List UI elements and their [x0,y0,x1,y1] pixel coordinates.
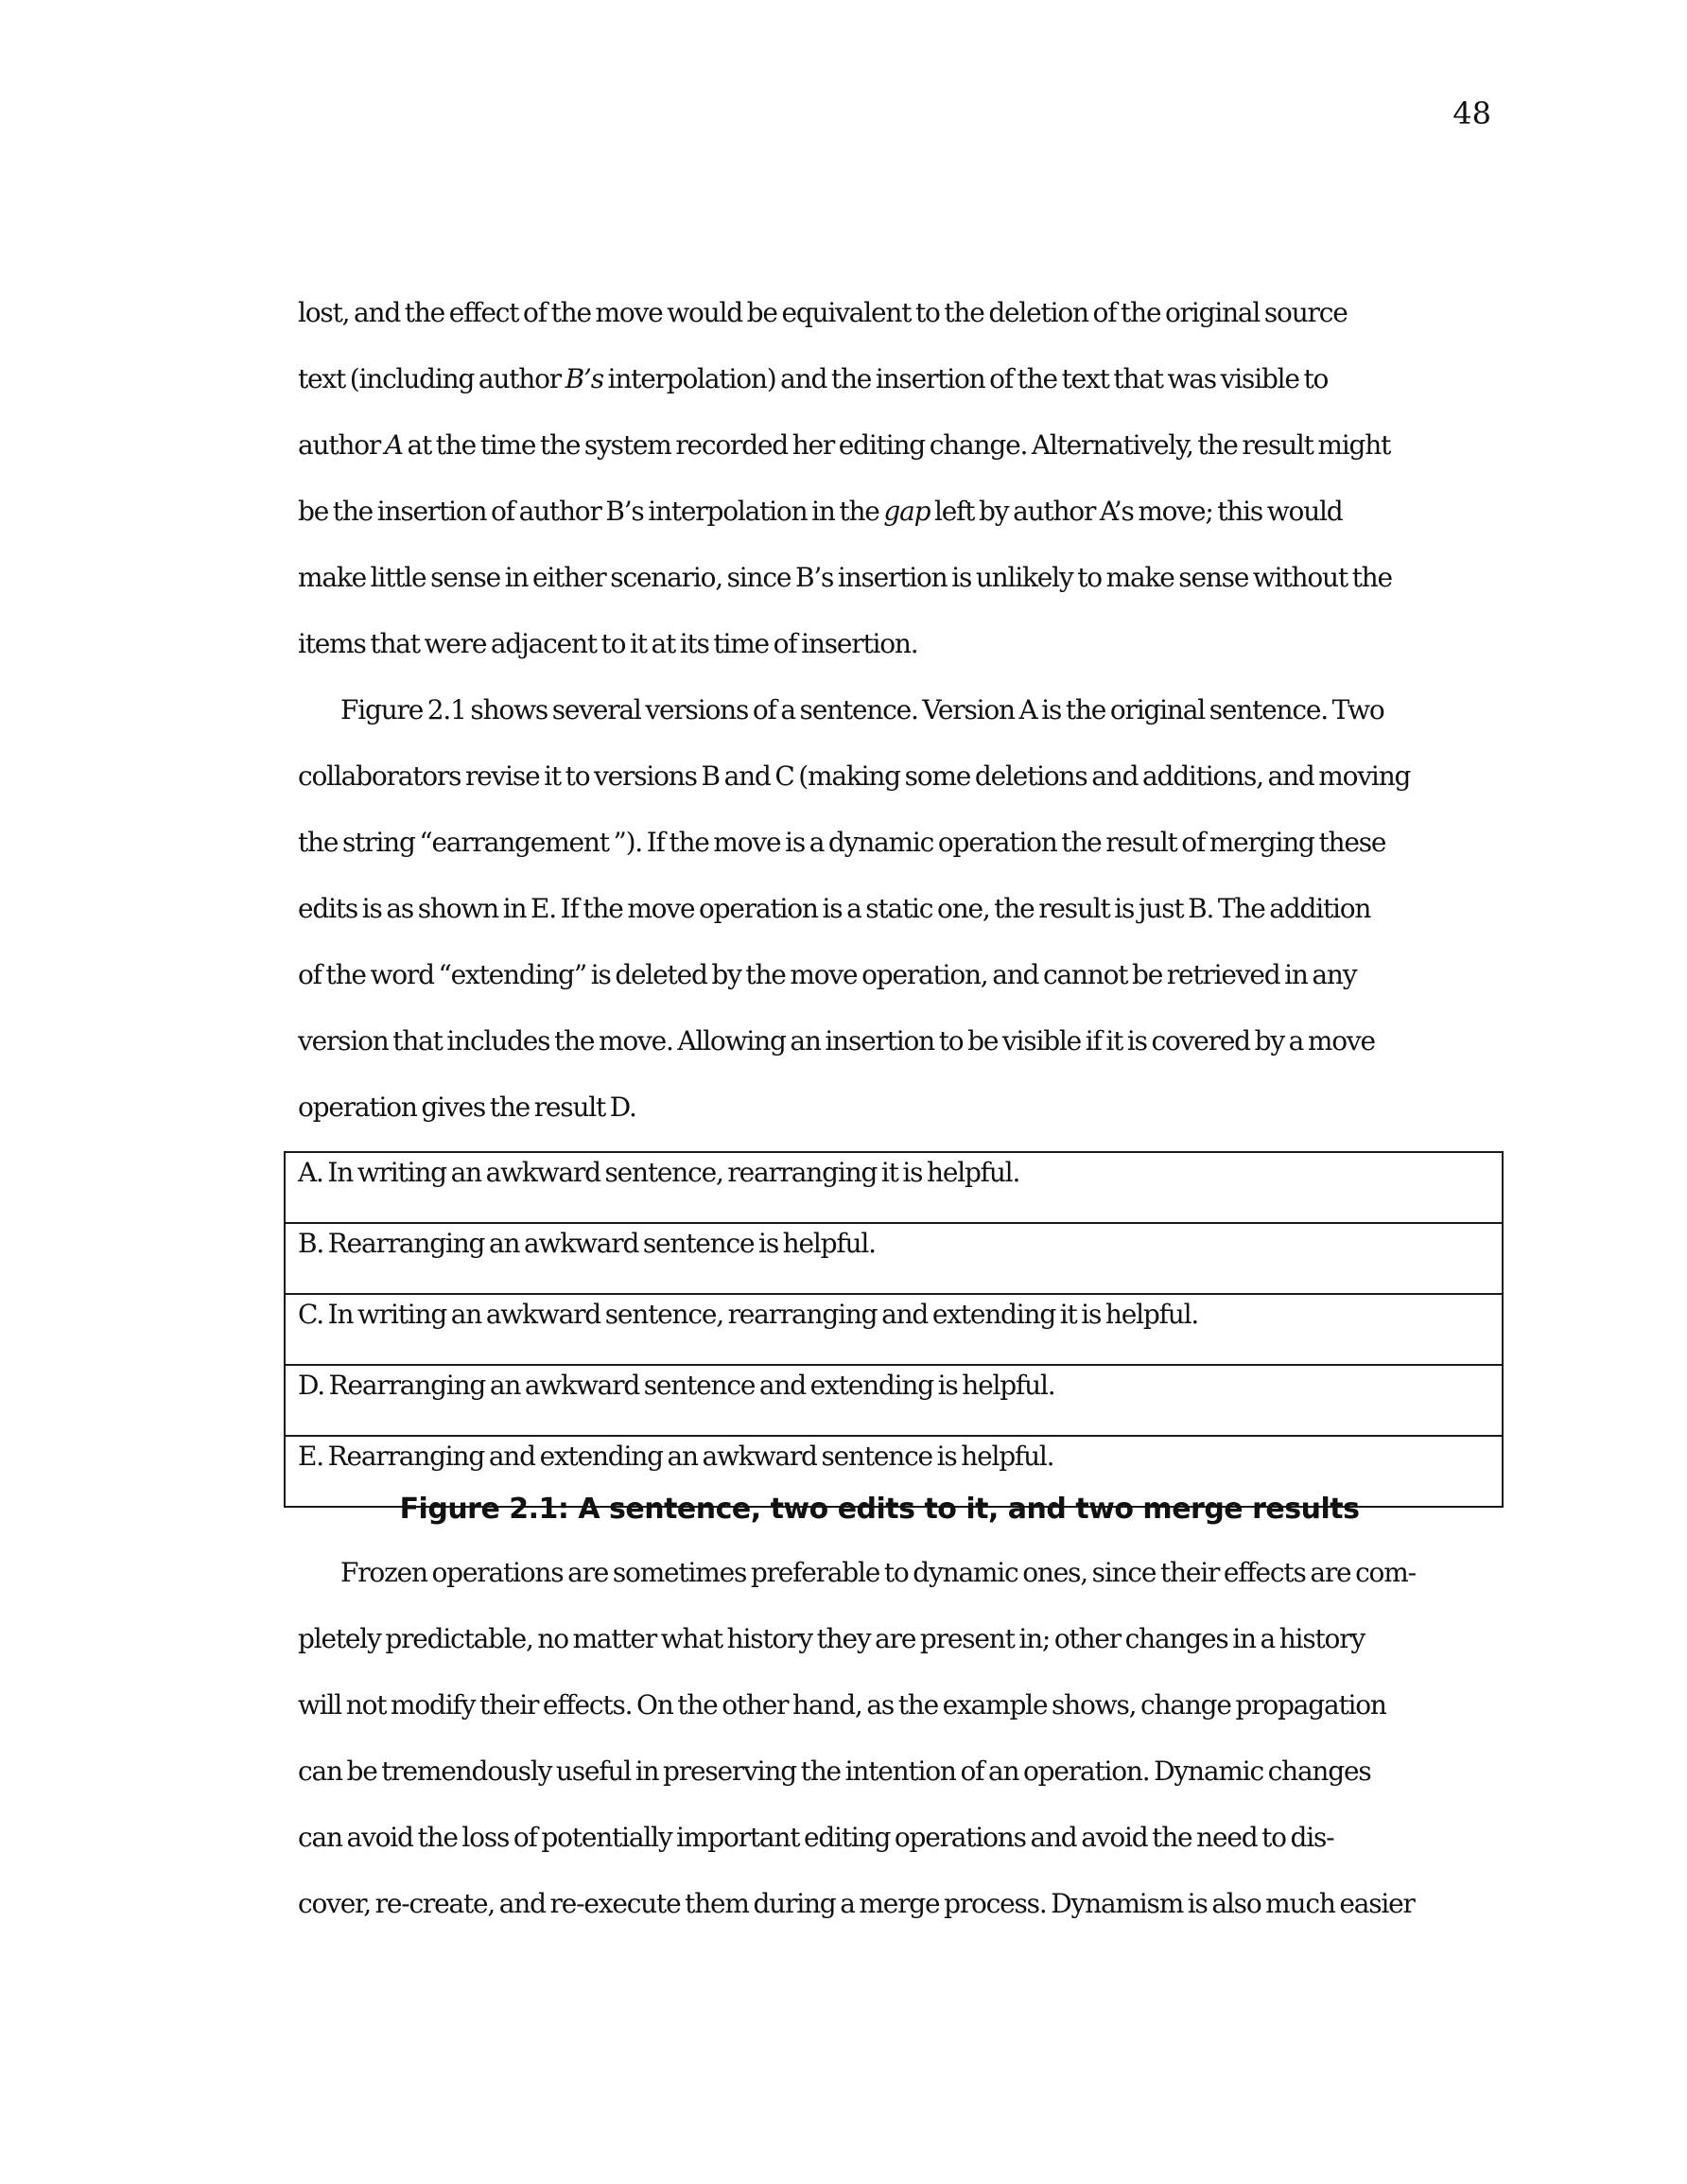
table-row-a [285,1152,1503,1223]
body-paragraph-2 [298,677,1410,1141]
table-cell-e: E. Rearranging and extending an awkward sentence is helpful. [285,1436,1503,1507]
text-line: text (including author B’s interpolation) and the insertion of the text that was visible to [298,363,1329,394]
table-cell-b: B. Rearranging an awkward sentence is helpful. [285,1223,1503,1294]
text-line: can be tremendously useful in preserving the intention of an operation. Dynamic changes [298,1756,1371,1787]
table-row-b [285,1223,1503,1294]
figure-table-body [285,1152,1503,1507]
table-row-d [285,1365,1503,1436]
italic-text: gap [883,496,930,527]
text-line: collaborators revise it to versions B and C (making some deletions and additions, and moving [298,760,1411,792]
text-line: operation gives the result D. [298,1092,636,1123]
figure-caption: Figure 2.1: A sentence, two edits to it, and two merge results [399,1493,1360,1526]
table-cell-a: A. In writing an awkward sentence, rearranging it is helpful. [285,1152,1503,1223]
text-line: items that were adjacent to it at its time of insertion. [298,628,918,659]
text-line: pletely predictable, no matter what history they are present in; other changes in a history [298,1623,1365,1654]
text-line: Figure 2.1 shows several versions of a sentence. Version A is the original sentence. Two [340,694,1384,725]
text-line: be the insertion of author B’s interpolation in the gap left by author A’s move; this would [298,496,1343,527]
italic-text: B’s [565,363,603,394]
text-line: make little sense in either scenario, since B’s insertion is unlikely to make sense without the [298,562,1392,593]
text-line: cover, re-create, and re-execute them during a merge process. Dynamism is also much easier [298,1888,1415,1919]
text-line: edits is as shown in E. If the move operation is a static one, the result is just B. The addition [298,893,1371,924]
text-line: of the word “extending” is deleted by the move operation, and cannot be retrieved in any [298,959,1357,990]
text-line: version that includes the move. Allowing an insertion to be visible if it is covered by a move [298,1025,1375,1057]
text-line: the string “earrangement ”). If the move is a dynamic operation the result of merging these [298,827,1386,858]
table-cell-c: C. In writing an awkward sentence, rearranging and extending it is helpful. [285,1294,1503,1365]
body-paragraph-1 [298,280,1392,677]
italic-text: A [384,429,403,461]
body-paragraph-3 [298,1540,1416,1937]
text-line: can avoid the loss of potentially important editing operations and avoid the need to dis- [298,1822,1334,1853]
text-line: lost, and the effect of the move would be equivalent to the deletion of the original source [298,297,1348,328]
figure-table [284,1151,1504,1508]
table-row-c [285,1294,1503,1365]
page-number: 48 [1452,96,1491,131]
text-line: Frozen operations are sometimes preferable to dynamic ones, since their effects are com- [340,1557,1416,1588]
table-cell-d: D. Rearranging an awkward sentence and extending is helpful. [285,1365,1503,1436]
text-line: will not modify their effects. On the other hand, as the example shows, change propagation [298,1689,1386,1721]
text-line: author A at the time the system recorded her editing change. Alternatively, the result might [298,429,1391,461]
